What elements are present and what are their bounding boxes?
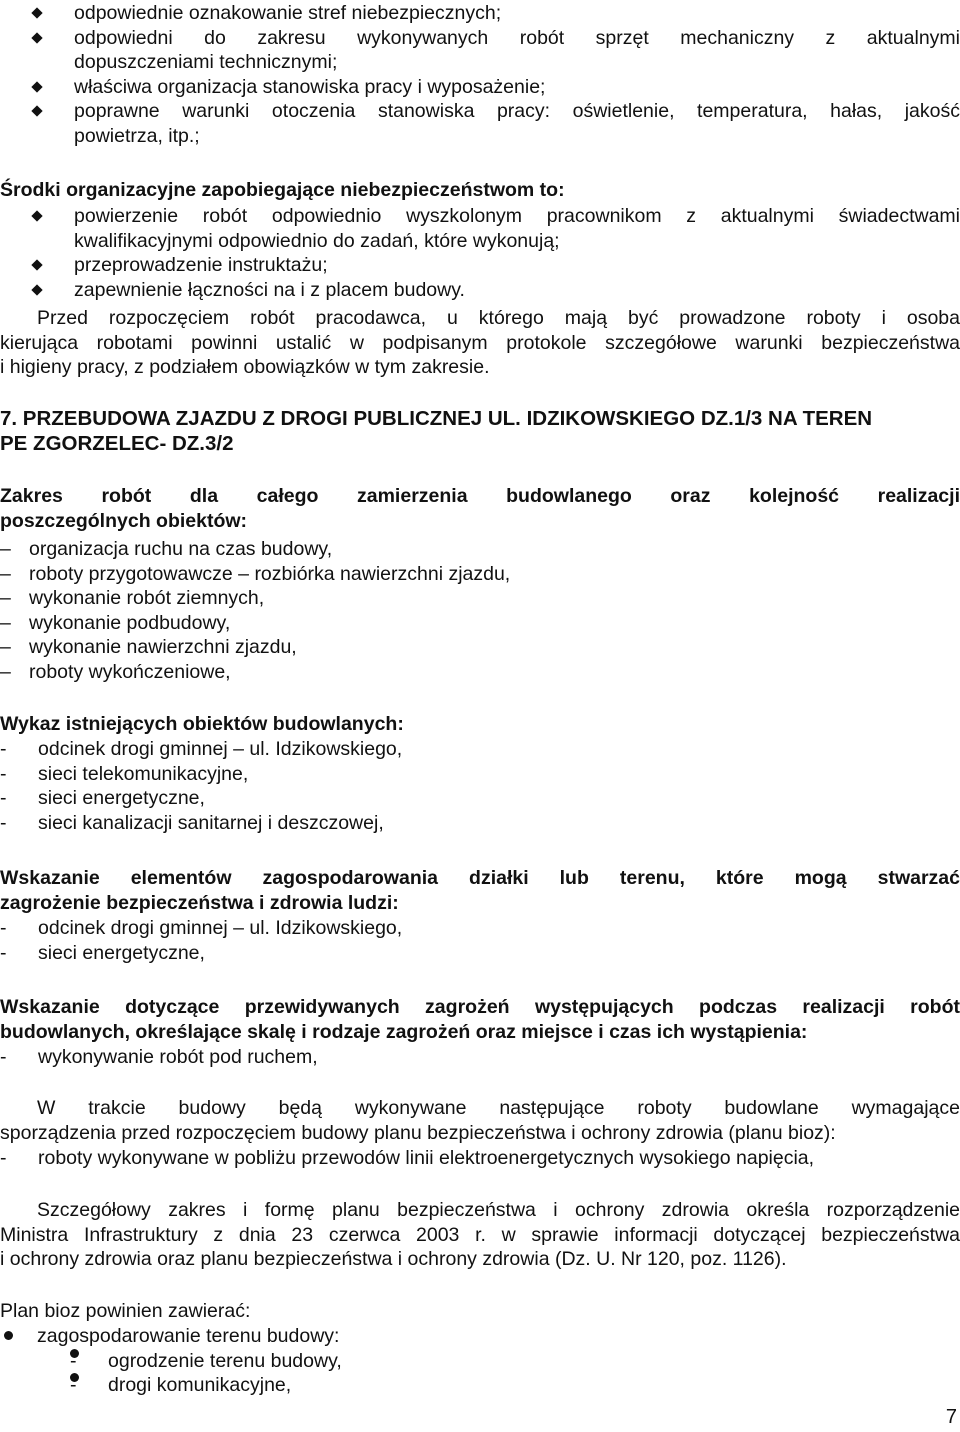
list-item: - roboty wykonywane w pobliżu przewodów linii elektroenergetycznych wysokiego napięcia, [0,1147,815,1169]
organizational-list [0,204,960,302]
list-item-continuation: dopuszczeniami technicznymi; [74,51,338,73]
threats-list [0,1045,960,1070]
list-item: – roboty przygotowawcze – rozbiórka nawierzchni zjazdu, [0,562,511,585]
list-item: – roboty wykończeniowe, [0,660,231,683]
list-item-continuation: kwalifikacyjnymi odpowiednio do zadań, które wykonują; [74,229,560,252]
scope-heading: Zakres robót dla całego zamierzenia budowlanego oraz kolejność realizacji poszczególnych obiektów: [0,485,960,532]
diamond-bullet-icon [31,7,42,18]
diamond-bullet-icon [31,81,42,92]
diamond-bullet-icon [31,32,42,43]
organizational-heading: Środki organizacyjne zapobiegające niebezpieczeństwom to: [0,179,565,201]
diamond-bullet-icon [31,259,42,270]
section-7-title: 7. PRZEBUDOWA ZJAZDU Z DROGI PUBLICZNEJ UL. IDZIKOWSKIEGO DZ.1/3 NA TEREN PE ZGORZELEC- DZ.3/2 [0,407,873,455]
list-item: odpowiednie oznakowanie stref niebezpiecznych; [0,1,960,26]
list-item: – organizacja ruchu na czas budowy, [0,538,333,560]
safety-conditions-list [0,1,960,148]
diamond-bullet-icon [31,105,42,116]
bioz-required-paragraph: W trakcie budowy będą wykonywane następujące roboty budowlane wymagające sporządzenia przed rozpoczęciem budowy planu bezpieczeństwa i ochrony zdrowia (planu bioz): [0,1097,960,1144]
organizational-paragraph: Przed rozpoczęciem robót pracodawca, u którego mają być prowadzone roboty i osoba kierująca robotami powinni ustalić w podpisanym protokole szczegółowe warunki bezpieczeństwa i higieny pracy, z podziałem obowiązków w tym zakresie. [0,307,960,378]
list-item: - drogi komunikacyjne, [70,1374,292,1396]
list-item: poprawne warunki otoczenia stanowiska pracy: oświetlenie, temperatura, hałas, jakość [0,99,960,124]
list-item: - odcinek drogi gminnej – ul. Idzikowskiego, [0,738,403,760]
threats-heading: Wskazanie dotyczące przewidywanych zagrożeń występujących podczas realizacji robót budowlanych, określające skalę i rodzaje zagrożeń oraz miejsce i czas ich wystąpienia: [0,996,960,1043]
existing-objects-list [0,737,960,835]
list-item: – wykonanie podbudowy, [0,611,231,634]
list-item: - sieci energetyczne, [0,787,205,809]
list-item: – wykonanie robót ziemnych, [0,587,265,609]
hazard-elements-heading: Wskazanie elementów zagospodarowania działki lub terenu, które mogą stwarzać zagrożenie bezpieczeństwa i zdrowia ludzi: [0,867,960,914]
list-item: - odcinek drogi gminnej – ul. Idzikowskiego, [0,917,403,939]
list-item: - ogrodzenie terenu budowy, [70,1349,342,1372]
plan-sub-list [70,1349,960,1398]
regulation-paragraph: Szczegółowy zakres i formę planu bezpieczeństwa i ochrony zdrowia określa rozporządzenie Ministra Infrastruktury z dnia 23 czerwca 2003 r. w sprawie informacji dotyczącej bezpieczeństwa i ochrony zdrowia oraz planu bezpieczeństwa i ochrony zdrowia (Dz. U. Nr 120, poz. 1126). [0,1199,960,1270]
list-item: powierzenie robót odpowiednio wyszkolonym pracownikom z aktualnymi świadectwami [0,204,960,229]
diamond-bullet-icon [31,284,42,295]
bioz-required-list [0,1146,960,1171]
existing-objects-heading: Wykaz istniejących obiektów budowlanych: [0,713,404,735]
list-item: przeprowadzenie instruktażu; [0,253,960,278]
page-number: 7 [945,1406,957,1428]
list-item: odpowiedni do zakresu wykonywanych robót sprzęt mechaniczny z aktualnymi [0,26,960,51]
hazard-elements-list [0,916,960,965]
bullet-dot-icon [4,1331,13,1340]
list-item: zagospodarowanie terenu budowy: - ogrodzenie terenu budowy, - drogi komunikacyjne, [0,1324,960,1398]
plan-intro: Plan bioz powinien zawierać: [0,1300,251,1322]
list-item: właściwa organizacja stanowiska pracy i wyposażenie; [0,75,960,100]
list-item: - wykonywanie robót pod ruchem, [0,1046,318,1068]
plan-list [0,1324,960,1398]
list-item: - sieci energetyczne, [0,941,205,964]
diamond-bullet-icon [31,210,42,221]
list-item: - sieci telekomunikacyjne, [0,762,249,785]
list-item-continuation: powietrza, itp.; [74,124,200,147]
list-item: zapewnienie łączności na i z placem budowy. [0,278,960,303]
list-item: – wykonanie nawierzchni zjazdu, [0,636,297,658]
scope-list [0,537,960,684]
list-item: - sieci kanalizacji sanitarnej i deszczowej, [0,811,384,834]
